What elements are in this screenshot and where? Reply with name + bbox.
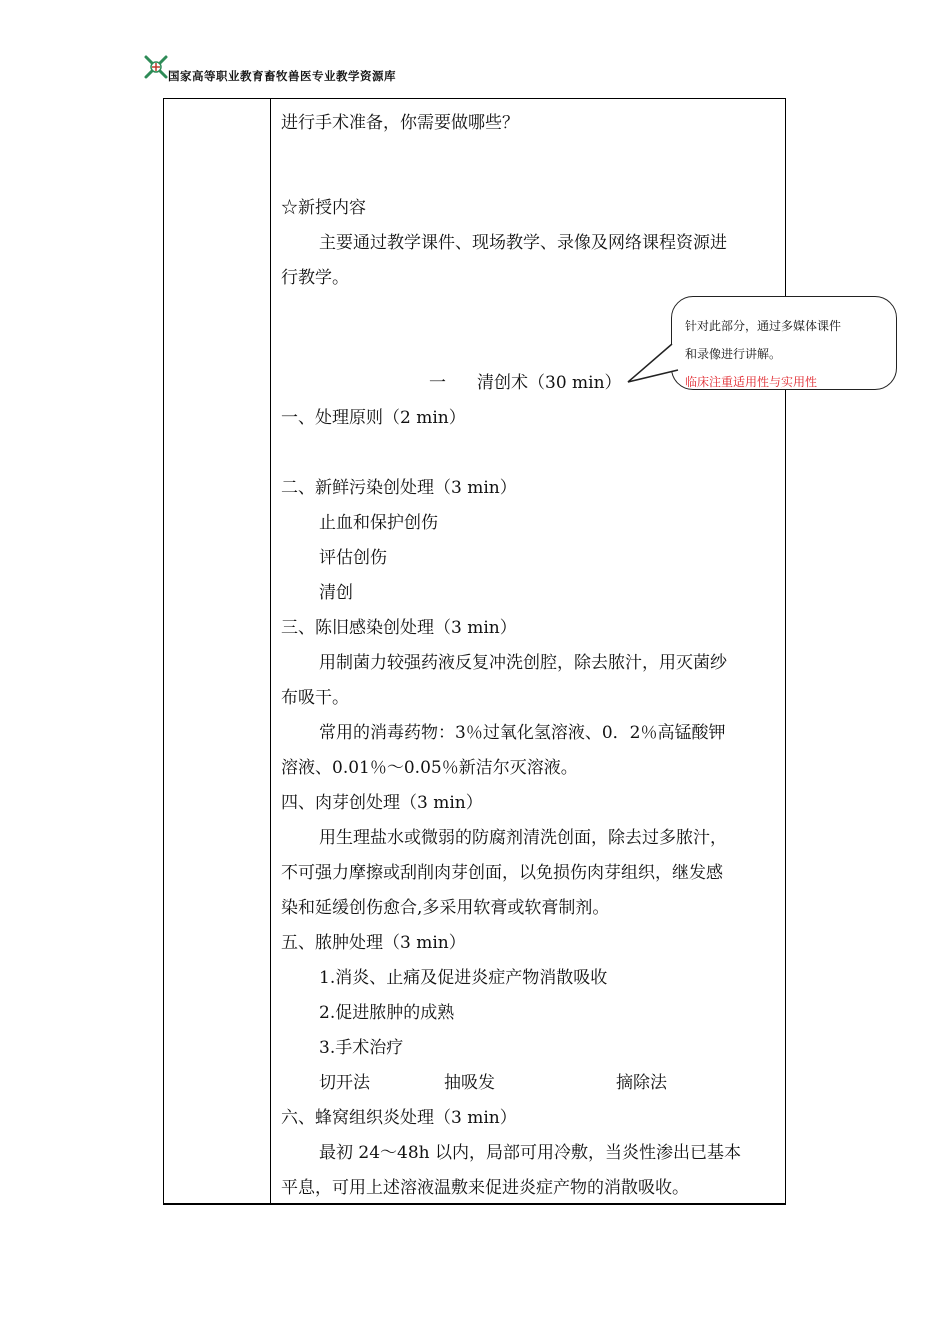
subheading: 六、蜂窝组织炎处理（3 min） (281, 1108, 517, 1128)
text-line: 平息，可用上述溶液温敷来促进炎症产物的消散吸收。 (281, 1178, 689, 1198)
text-line: 进行手术准备，你需要做哪些？ (281, 113, 519, 133)
callout-line: 针对此部分，通过多媒体课件 (685, 319, 842, 333)
text-line: 2.促进脓肿的成熟 (319, 1003, 455, 1023)
text-line: 主要通过教学课件、现场教学、录像及网络课程资源进 (319, 233, 727, 253)
callout-line: 和录像进行讲解。 (685, 347, 782, 361)
text-line: 评估创伤 (319, 548, 387, 568)
lesson-plan-table (163, 98, 786, 1205)
text-line: 最初 24～48h 以内，局部可用冷敷，当炎性渗出已基本 (319, 1143, 742, 1163)
method-excision: 摘除法 (616, 1073, 667, 1093)
text-line: 染和延缓创伤愈合,多采用软膏或软膏制剂。 (281, 898, 610, 918)
text-line: 溶液、0.01％～0.05％新洁尔灭溶液。 (281, 758, 578, 778)
section-heading-new-content: ☆新授内容 (281, 198, 366, 218)
table-column-divider (270, 98, 271, 1205)
subheading: 五、脓肿处理（3 min） (281, 933, 466, 953)
text-line: 3.手术治疗 (319, 1038, 404, 1058)
text-line: 用生理盐水或微弱的防腐剂清洗创面，除去过多脓汁， (319, 828, 727, 848)
header-title: 国家高等职业教育畜牧兽医专业教学资源库 (168, 69, 396, 83)
callout-pointer (620, 340, 680, 390)
text-line: 行教学。 (281, 268, 349, 288)
subheading: 一、处理原则（2 min） (281, 408, 466, 428)
subheading: 四、肉芽创处理（3 min） (281, 793, 483, 813)
section-number: 一 (429, 373, 446, 393)
text-line: 清创 (319, 583, 353, 603)
section-title: 清创术（30 min） (477, 373, 622, 393)
text-line: 常用的消毒药物：3％过氧化氢溶液、0．2％高锰酸钾 (319, 723, 726, 743)
subheading: 三、陈旧感染创处理（3 min） (281, 618, 517, 638)
resource-library-logo-icon (143, 54, 169, 80)
callout-highlight: 临床注重适用性与实用性 (685, 375, 818, 389)
text-line: 不可强力摩擦或刮削肉芽创面，以免损伤肉芽组织，继发感 (281, 863, 723, 883)
text-line: 用制菌力较强药液反复冲洗创腔，除去脓汁，用灭菌纱 (319, 653, 727, 673)
method-aspiration: 抽吸发 (444, 1073, 495, 1093)
annotation-callout (671, 296, 897, 390)
subheading: 二、新鲜污染创处理（3 min） (281, 478, 517, 498)
text-line: 布吸干。 (281, 688, 349, 708)
text-line: 1.消炎、止痛及促进炎症产物消散吸收 (319, 968, 608, 988)
text-line: 止血和保护创伤 (319, 513, 438, 533)
method-incision: 切开法 (319, 1073, 370, 1093)
